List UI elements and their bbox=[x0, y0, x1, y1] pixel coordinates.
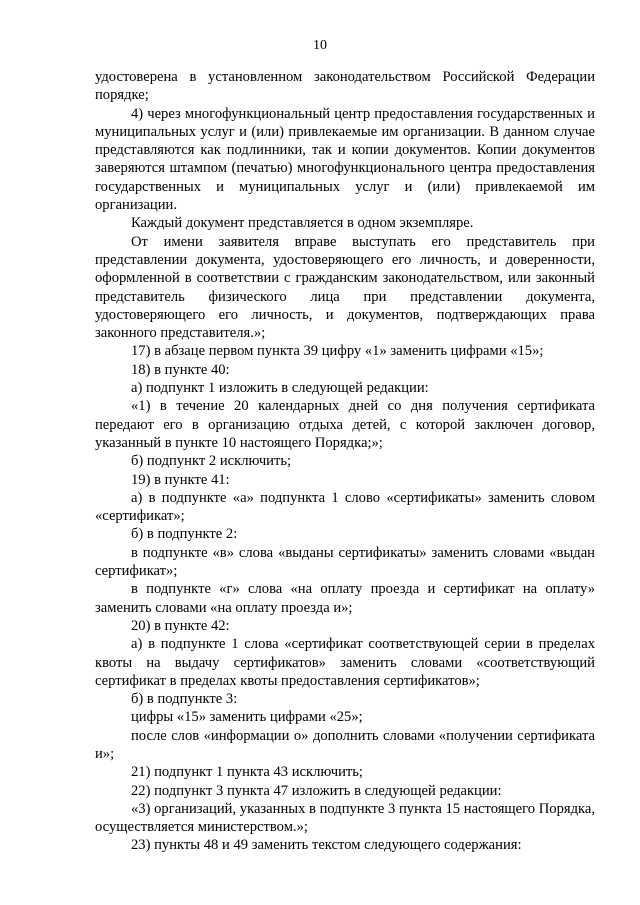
document-body bbox=[95, 68, 595, 855]
paragraph: 22) подпункт 3 пункта 47 изложить в следующей редакции: bbox=[131, 782, 502, 799]
paragraph: в подпункте «г» слова «на оплату проезда и сертификат на оплату» заменить словами «на оплату проезда и»; bbox=[95, 581, 595, 616]
paragraph: Каждый документ представляется в одном экземпляре. bbox=[131, 215, 474, 232]
paragraph: а) в подпункте 1 слова «сертификат соответствующей серии в пределах квоты на выдачу сертификатов» заменить словами «соответствующий сертификат в пределах квоты предоставления сертификатов»; bbox=[95, 636, 595, 689]
paragraph: в подпункте «в» слова «выданы сертификаты» заменить словами «выдан сертификат»; bbox=[95, 544, 595, 580]
paragraph: удостоверена в установленном законодательством Российской Федерации порядке; bbox=[95, 69, 595, 104]
paragraph: б) в подпункте 3: bbox=[131, 691, 238, 708]
paragraph: цифры «15» заменить цифрами «25»; bbox=[131, 709, 363, 726]
paragraph: 17) в абзаце первом пункта 39 цифру «1» заменить цифрами «15»; bbox=[131, 343, 544, 360]
paragraph: «3) организаций, указанных в подпункте 3 пункта 15 настоящего Порядка, осуществляется министерством.»; bbox=[95, 800, 595, 836]
paragraph: 21) подпункт 1 пункта 43 исключить; bbox=[131, 764, 363, 781]
paragraph: «1) в течение 20 календарных дней со дня получения сертификата передают его в организацию отдыха детей, с которой заключен договор, указанный в пункте 10 настоящего Порядка;»; bbox=[95, 398, 595, 451]
paragraph: 20) в пункте 42: bbox=[131, 617, 230, 634]
paragraph: а) в подпункте «а» подпункта 1 слово «сертификаты» заменить словом «сертификат»; bbox=[95, 489, 595, 525]
paragraph: 18) в пункте 40: bbox=[131, 361, 230, 378]
paragraph: 23) пункты 48 и 49 заменить текстом следующего содержания: bbox=[131, 837, 522, 854]
paragraph: после слов «информации о» дополнить словами «получении сертификата и»; bbox=[95, 727, 595, 762]
paragraph: От имени заявителя вправе выступать его представитель при представлении документа, удостоверяющего его личность, и доверенности, оформленной в соответствии с гражданским законодательством, или законный представитель физического лица при представлении документа, удостоверяющего его личность, и документов, подтверждающих права законного представителя.»; bbox=[95, 233, 595, 342]
paragraph: б) в подпункте 2: bbox=[131, 526, 238, 543]
paragraph: 4) через многофункциональный центр предоставления государственных и муниципальных услуг и (или) привлекаемые им организации. В данном случае представляются как подлинники, так и копии документов. Копии документов заверяются штампом (печатью) многофункционального центра предоставления государственных и муниципальных услуг и (или) привлекаемой им организации. bbox=[95, 105, 595, 214]
paragraph: 19) в пункте 41: bbox=[131, 471, 230, 488]
page-number: 10 bbox=[313, 38, 327, 53]
paragraph: б) подпункт 2 исключить; bbox=[131, 453, 292, 470]
paragraph: а) подпункт 1 изложить в следующей редакции: bbox=[131, 380, 429, 397]
